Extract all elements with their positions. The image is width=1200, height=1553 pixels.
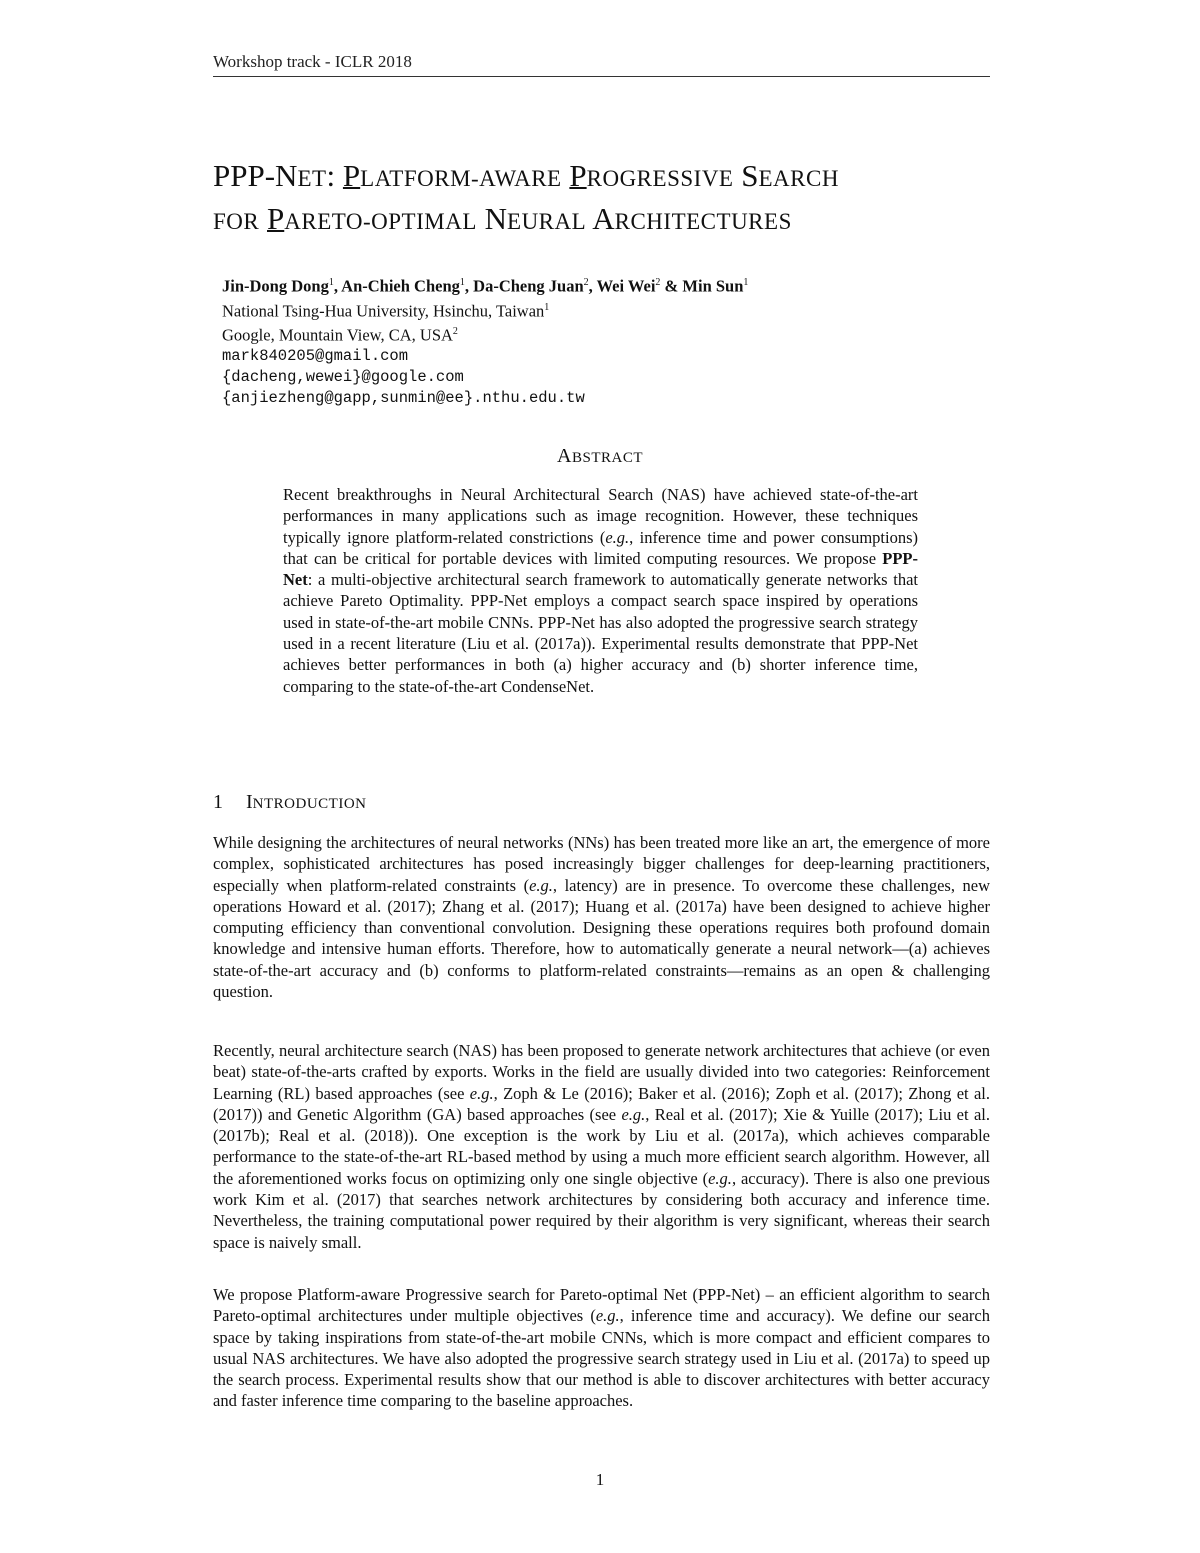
- title-line-1: [213, 156, 1013, 199]
- title-platform-rest: LATFORM-AWARE: [360, 166, 562, 191]
- abstract-heading: ABSTRACT: [557, 445, 643, 467]
- email-3[interactable]: {anjiezheng@gapp,sunmin@ee}.nthu.edu.tw: [222, 388, 585, 407]
- author-4-affil: 2: [655, 277, 661, 288]
- affiliation-2: Google, Mountain View, CA, USA$^2$: [222, 325, 458, 345]
- title-pareto-rest: ARETO-OPTIMAL: [284, 209, 477, 234]
- author-3-affil: 2: [583, 277, 589, 288]
- title-ppp-n: PPP-N: [213, 158, 298, 193]
- title-platform-initial: P: [342, 158, 361, 193]
- section-heading-introduction: 1 INTRODUCTION: [213, 791, 367, 813]
- intro-paragraph-1: While designing the architectures of neural networks (NNs) has been treated more like an art, the emergence of more complex, sophisticated architectures has posed increasingly bigger challenges for deep-learning practitioners, especially when platform-related constraints (e.g., latency) are in presence. To overcome these challenges, new operations Howard et al. (2017); Zhang et al. (2017); Huang et al. (2017a) have been designed to achieve higher computing efficiency than conventional convolution. Designing these operations requires both profound domain knowledge and intensive human efforts. Therefore, how to automatically generate a neural network—(a) achieves state-of-the-art accuracy and (b) conforms to platform-related constraints—remains as an open & challenging question.: [213, 833, 990, 1002]
- title-search-rest: EARCH: [758, 166, 839, 191]
- email-1[interactable]: mark840205@gmail.com: [222, 346, 409, 365]
- intro-paragraph-2: Recently, neural architecture search (NAS) has been proposed to generate network architectures that achieve (or even beat) state-of-the-arts crafted by exports. Works in the field are usually divided into two categories: Reinforcement Learning (RL) based approaches (see e.g., Zoph & Le (2016); Baker et al. (2016); Zoph et al. (2017); Zhong et al. (2017)) and Genetic Algorithm (GA) based approaches (see e.g., Real et al. (2017); Xie & Yuille (2017); Liu et al. (2017b); Real et al. (2018)). One exception is the work by Liu et al. (2017a), which achieves comparable performance to the state-of-the-art RL-based method by using a much more efficient search algorithm. However, all the aforementioned works focus on optimizing only one single objective (e.g., accuracy). There is also one previous work Kim et al. (2017) that searches network architectures by considering both accuracy and inference time. Nevertheless, the training computational power required by their algorithm is very significant, whereas their search space is naively small.: [213, 1041, 990, 1252]
- author-2-affil: 1: [459, 277, 465, 288]
- author-5: Min Sun: [682, 276, 744, 296]
- author-2: An-Chieh Cheng: [341, 276, 460, 296]
- title-neural-initial: N: [484, 201, 508, 236]
- title-colon: :: [326, 158, 343, 193]
- paper-title: [213, 156, 1013, 242]
- author-1-affil: 1: [328, 277, 334, 288]
- title-pareto-initial: P: [267, 201, 285, 236]
- email-2[interactable]: {dacheng,wewei}@google.com: [222, 367, 464, 386]
- affiliation-1: National Tsing-Hua University, Hsinchu, Taiwan$^1$: [222, 301, 550, 320]
- title-line-2: [213, 199, 1013, 242]
- title-search-initial: S: [741, 158, 759, 193]
- title-arch-initial: A: [592, 201, 615, 236]
- title-neural-rest: EURAL: [507, 209, 587, 234]
- title-progressive-initial: P: [569, 158, 587, 193]
- title-progressive-rest: ROGRESSIVE: [586, 166, 734, 191]
- page-number: 1: [595, 1470, 605, 1489]
- author-1: Jin-Dong Dong: [222, 276, 329, 296]
- author-5-affil: 1: [743, 277, 749, 288]
- running-header: Workshop track - ICLR 2018: [213, 52, 412, 71]
- title-for: FOR: [213, 209, 260, 234]
- title-et: ET: [297, 166, 327, 191]
- author-3: Da-Cheng Juan: [473, 276, 584, 296]
- title-arch-rest: RCHITECTURES: [614, 209, 792, 234]
- author-4: Wei Wei: [596, 276, 656, 296]
- intro-paragraph-3: We propose Platform-aware Progressive search for Pareto-optimal Net (PPP-Net) – an efficient algorithm to search Pareto-optimal architectures under multiple objectives (e.g., inference time and accuracy). We define our search space by taking inspirations from state-of-the-art mobile CNNs, which is more compact and efficient compares to usual NAS architectures. We have also adopted the progressive search strategy used in Liu et al. (2017a) to speed up the search process. Experimental results show that our method is able to discover architectures with better accuracy and faster inference time comparing to the baseline approaches.: [213, 1285, 990, 1411]
- abstract-body: Recent breakthroughs in Neural Architectural Search (NAS) have achieved state-of-the-art performances in many applications such as image recognition. However, these techniques typically ignore platform-related constrictions (e.g., inference time and power consumptions) that can be critical for portable devices with limited computing resources. We propose PPP-Net: a multi-objective architectural search framework to automatically generate networks that achieve Pareto Optimality. PPP-Net employs a compact search space inspired by operations used in state-of-the-art mobile CNNs. PPP-Net has also adopted the progressive search strategy used in a recent literature (Liu et al. (2017a)). Experimental results demonstrate that PPP-Net achieves better performances in both (a) higher accuracy and (b) shorter inference time, comparing to the state-of-the-art CondenseNet.: [283, 485, 918, 696]
- header-rule: [213, 76, 990, 77]
- author-block: [222, 272, 982, 409]
- author-names: Jin-Dong Dong$^1$, An-Chieh Cheng$^1$, Da-Cheng Juan$^2$, Wei Wei$^2$ & Min Sun$^1$: [222, 276, 749, 296]
